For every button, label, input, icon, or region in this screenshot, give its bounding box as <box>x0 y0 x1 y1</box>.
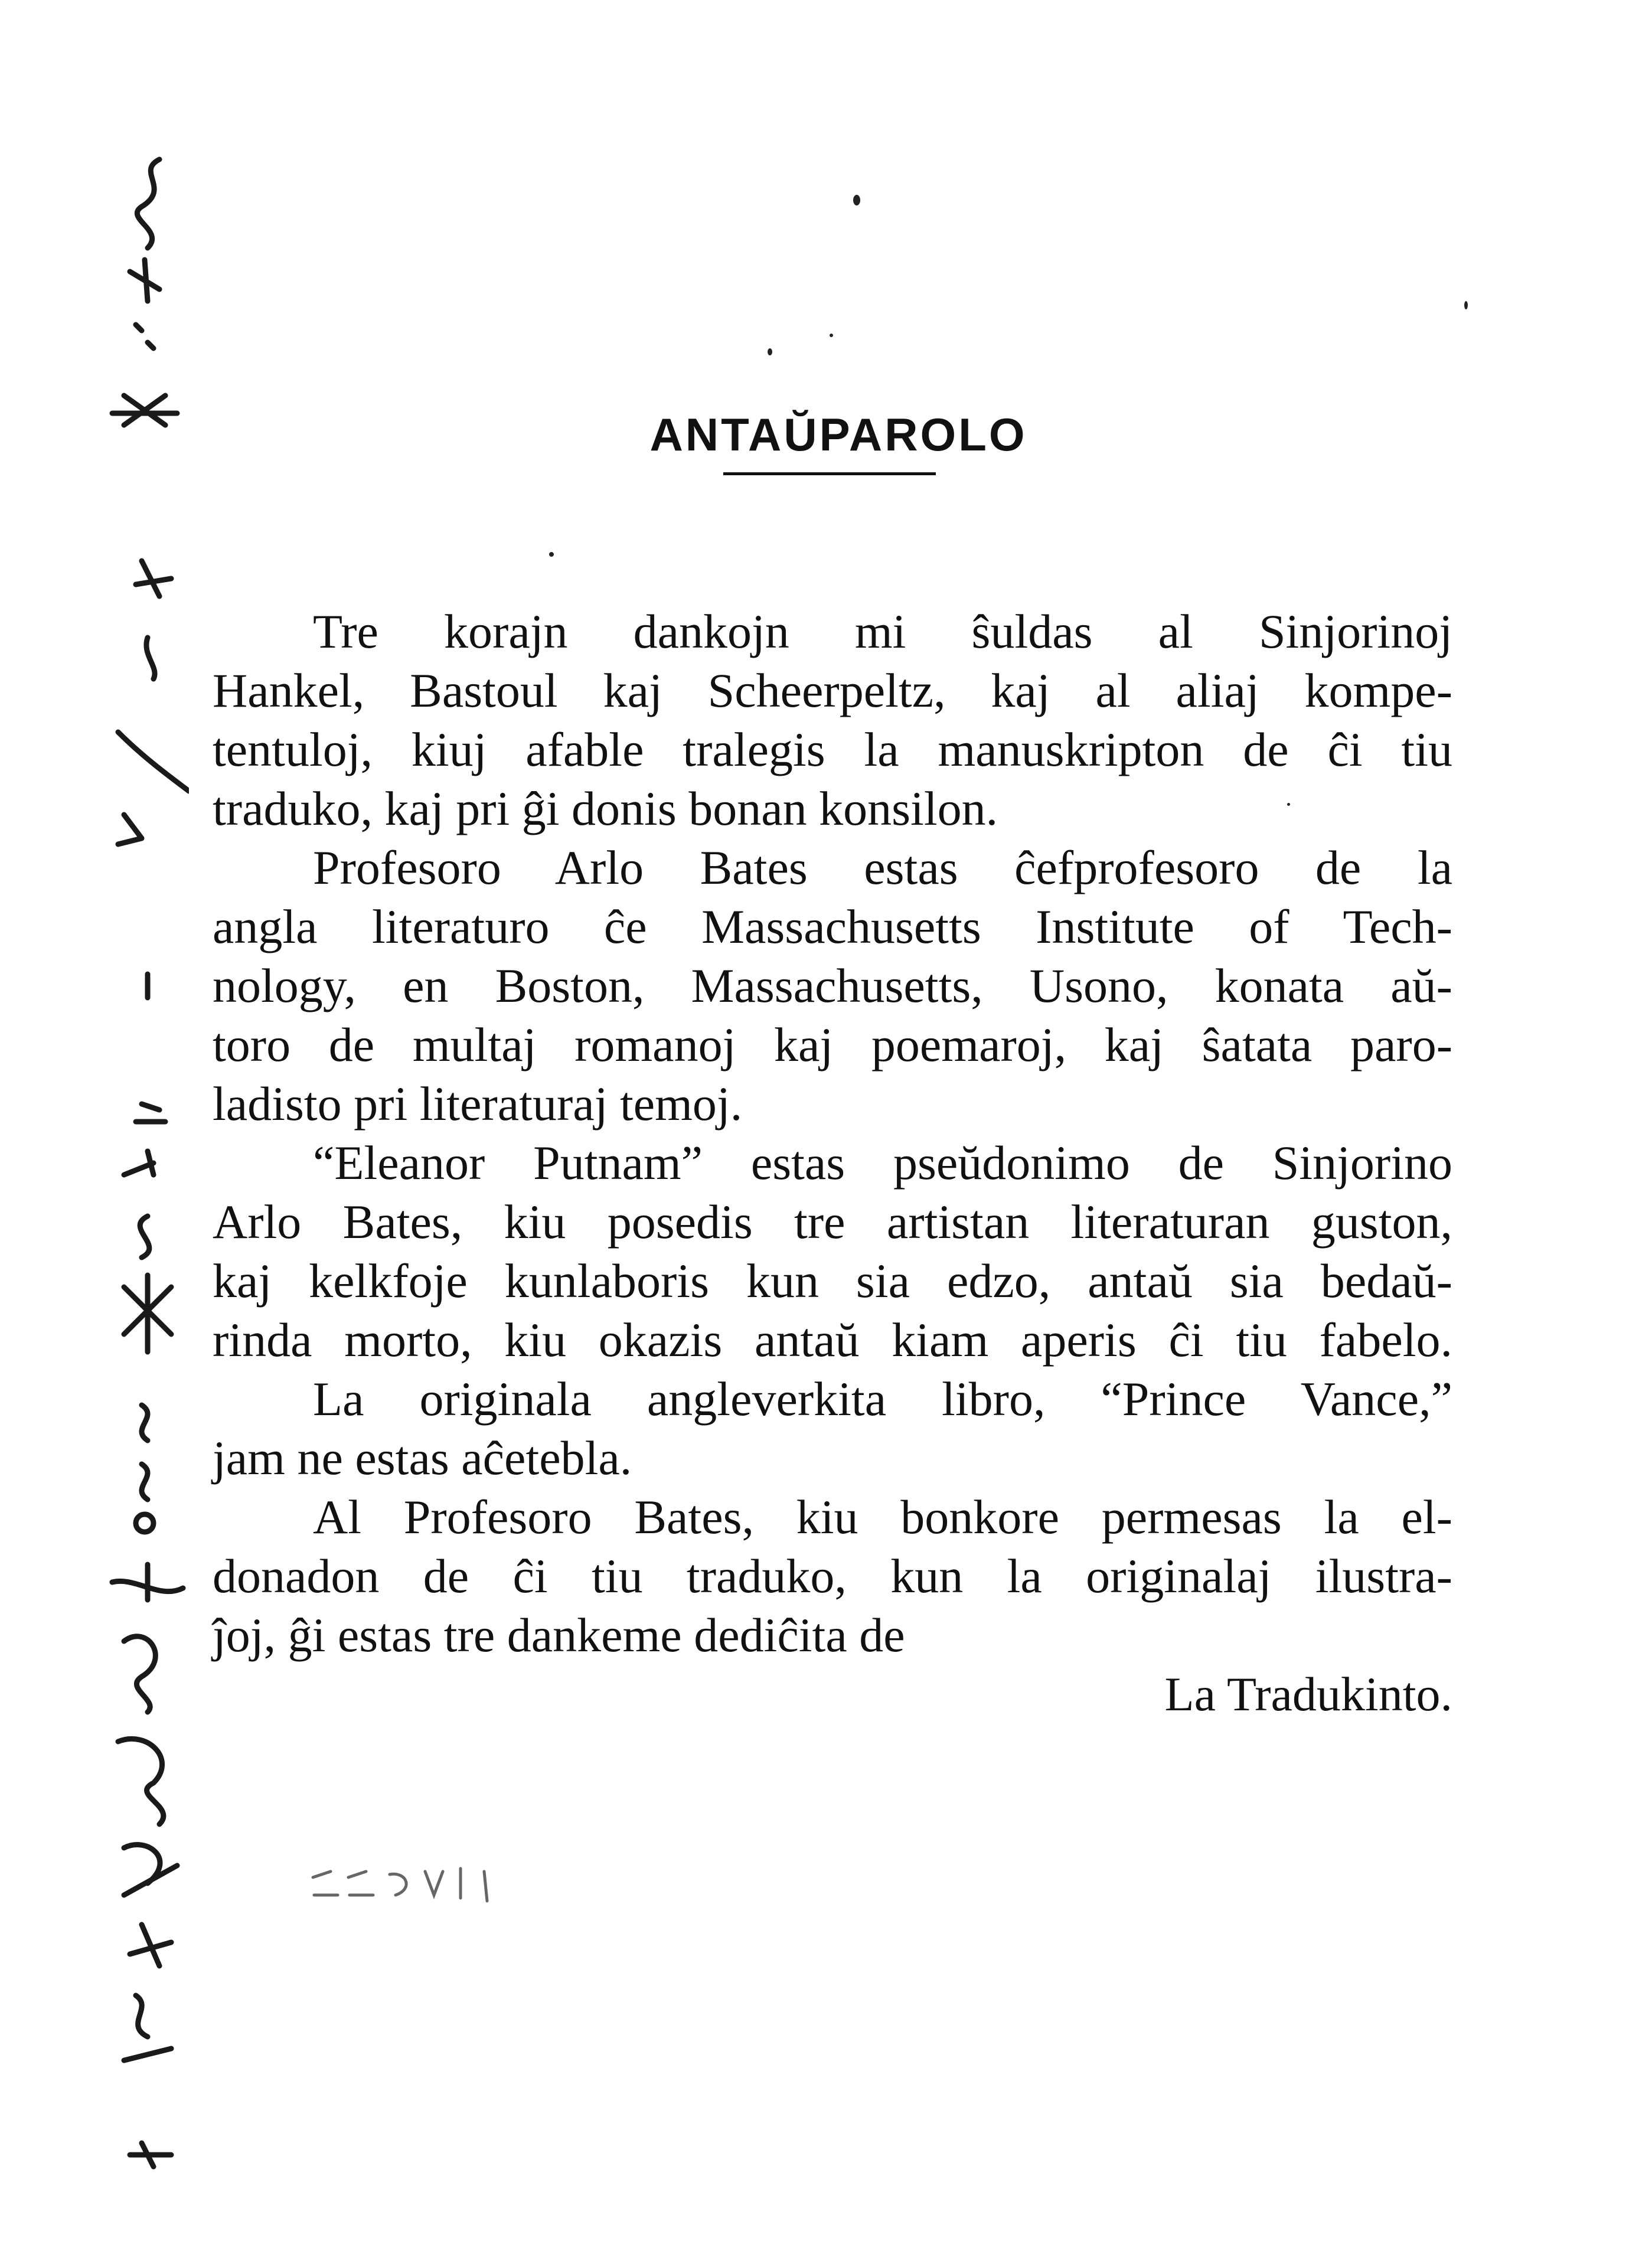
page-title: ANTAŬPAROLO <box>649 409 1027 461</box>
dust-speck <box>1464 301 1468 309</box>
dust-speck <box>1287 803 1290 806</box>
faint-stamp-marks <box>307 1860 531 1907</box>
text-line: La originala angleverkita libro, “Prince Vance,” <box>313 1372 1452 1426</box>
dust-speck <box>830 334 833 337</box>
preface-body <box>213 602 1452 1724</box>
dust-speck <box>853 195 860 205</box>
handwritten-margin-note <box>89 148 189 2214</box>
text-line: Hankel, Bastoul kaj Scheerpeltz, kaj al aliaj kompe- <box>213 664 1452 717</box>
text-line: kaj kelkfoje kunlaboris kun sia edzo, antaŭ sia bedaŭ- <box>213 1254 1452 1308</box>
text-line: rinda morto, kiu okazis antaŭ kiam aperis ĉi tiu fabelo. <box>213 1313 1452 1367</box>
dust-speck <box>768 348 772 355</box>
dust-speck <box>549 552 554 557</box>
title-divider <box>723 472 936 475</box>
text-line: tentuloj, kiuj afable tralegis la manuskripton de ĉi tiu <box>213 723 1452 776</box>
text-line: ladisto pri literaturaj temoj. <box>213 1077 743 1131</box>
text-line: Al Profesoro Bates, kiu bonkore permesas la el- <box>313 1490 1452 1544</box>
text-line: angla literaturo ĉe Massachusetts Institute of Tech- <box>213 900 1452 953</box>
text-line: nology, en Boston, Massachusetts, Usono, konata aŭ- <box>213 959 1452 1012</box>
signature: La Tradukinto. <box>1164 1667 1452 1721</box>
text-line: donadon de ĉi tiu traduko, kun la originalaj ilustra- <box>213 1549 1452 1603</box>
text-line: ĵoj, ĝi estas tre dankeme dediĉita de <box>213 1608 905 1662</box>
text-line: Arlo Bates, kiu posedis tre artistan literaturan guston, <box>213 1195 1452 1249</box>
text-line: traduko, kaj pri ĝi donis bonan konsilon. <box>213 782 998 835</box>
text-line: Tre korajn dankojn mi ŝuldas al Sinjorinoj <box>313 605 1452 658</box>
text-line: “Eleanor Putnam” estas pseŭdonimo de Sinjorino <box>313 1136 1452 1190</box>
text-line: jam ne estas aĉetebla. <box>213 1431 632 1485</box>
text-line: Profesoro Arlo Bates estas ĉefprofesoro de la <box>313 841 1452 894</box>
text-line: toro de multaj romanoj kaj poemaroj, kaj ŝatata paro- <box>213 1018 1452 1072</box>
